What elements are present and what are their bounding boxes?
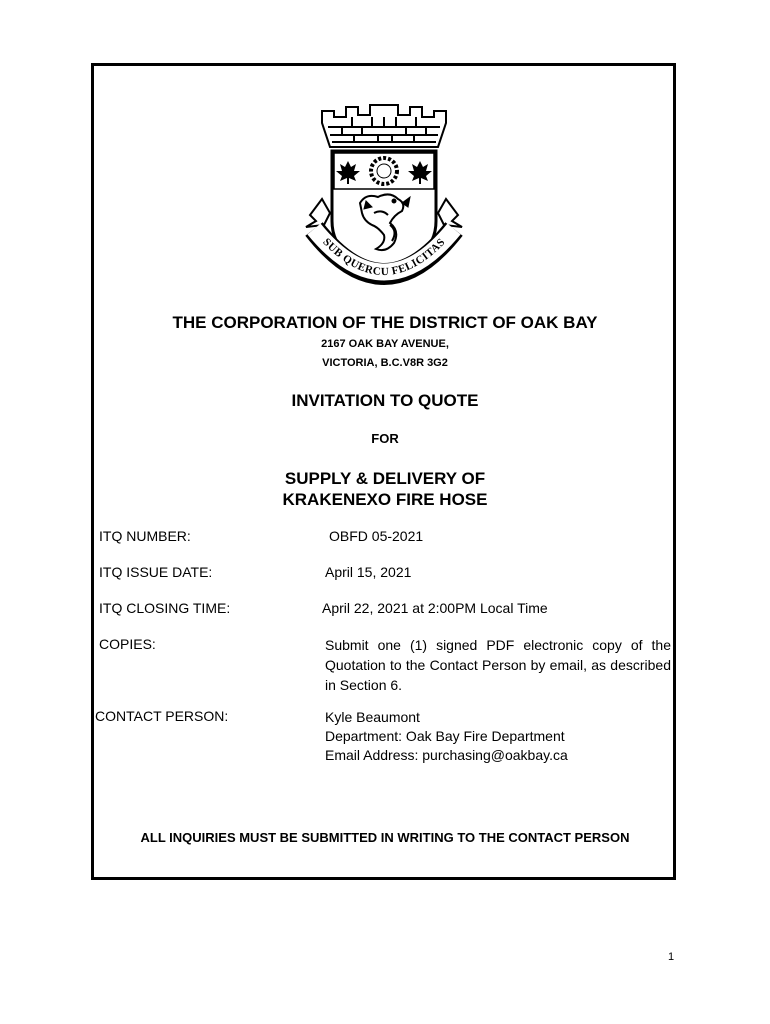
address-line-2: VICTORIA, B.C.V8R 3G2 bbox=[322, 357, 448, 369]
closing-time-label: ITQ CLOSING TIME: bbox=[99, 600, 231, 616]
crest-ribbon-right bbox=[438, 199, 462, 227]
crest-tower-crown bbox=[322, 105, 446, 147]
contact-person-block bbox=[325, 708, 568, 765]
crest-ribbon-left bbox=[306, 199, 330, 227]
contact-name: Kyle Beaumont bbox=[325, 709, 420, 725]
contact-email: Email Address: purchasing@oakbay.ca bbox=[325, 747, 568, 763]
crest-motto-text: SUB QUERCU FELICITAS bbox=[320, 236, 448, 279]
itq-number-value: OBFD 05-2021 bbox=[329, 528, 424, 544]
address-line-1: 2167 OAK BAY AVENUE, bbox=[321, 338, 449, 350]
copies-label: COPIES: bbox=[99, 636, 156, 652]
subject-heading bbox=[0, 468, 770, 510]
oak-bay-crest-logo bbox=[302, 103, 466, 298]
document-title: INVITATION TO QUOTE bbox=[291, 391, 479, 410]
contact-department: Department: Oak Bay Fire Department bbox=[325, 728, 565, 744]
page-number: 1 bbox=[668, 951, 675, 963]
subject-line-1: SUPPLY & DELIVERY OF bbox=[284, 469, 486, 488]
subject-line-2: KRAKENEXO FIRE HOSE bbox=[282, 490, 488, 509]
contact-person-label: CONTACT PERSON: bbox=[95, 708, 229, 724]
issue-date-label: ITQ ISSUE DATE: bbox=[99, 564, 213, 580]
organization-name: THE CORPORATION OF THE DISTRICT OF OAK BAY bbox=[172, 313, 598, 332]
closing-time-value: April 22, 2021 at 2:00PM Local Time bbox=[322, 600, 548, 616]
issue-date-value: April 15, 2021 bbox=[325, 564, 412, 580]
inquiries-notice: ALL INQUIRIES MUST BE SUBMITTED IN WRITING TO THE CONTACT PERSON bbox=[140, 830, 630, 845]
copies-value: Submit one (1) signed PDF electronic copy of the Quotation to the Contact Person by email, as described in Section 6. bbox=[325, 637, 671, 693]
itq-number-label: ITQ NUMBER: bbox=[99, 528, 191, 544]
title-for: FOR bbox=[371, 431, 399, 446]
